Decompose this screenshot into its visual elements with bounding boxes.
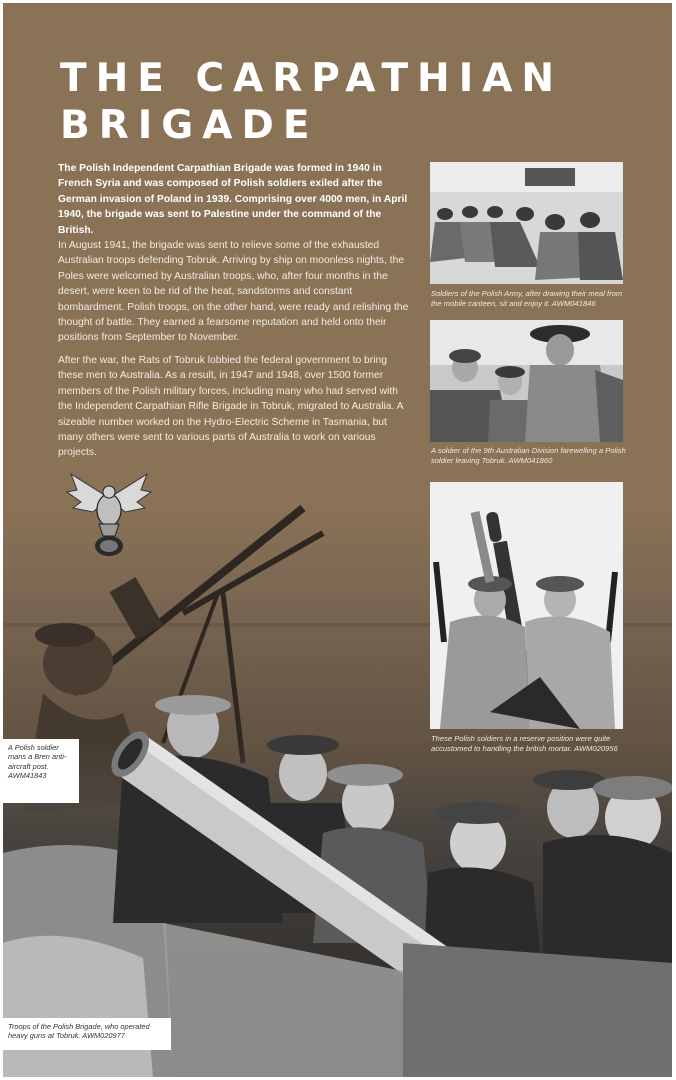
bren-gun-caption: A Polish soldier mans a Bren anti-aircraft post. AWM41843: [3, 739, 79, 803]
canteen-meal-caption: Soldiers of the Polish Army, after drawing their meal from the mobile canteen, sit and enjoy it. AWM041846: [431, 289, 623, 308]
page-title: [60, 55, 563, 149]
farewell-caption: A soldier of the 9th Australian Division farewelling a Polish soldier leaving Tobruk. AWM041860: [431, 446, 626, 465]
title-line-1: THE CARPATHIAN: [60, 56, 564, 101]
mortar-caption: These Polish soldiers in a reserve position were quite accustomed to handling the british mortar. AWM020956: [431, 734, 618, 753]
farewell-photo: [430, 320, 623, 442]
body-paragraph-tobruk: In August 1941, the brigade was sent to relieve some of the exhausted Australian troops defending Tobruk. Arriving by ship on moonless nights, the Poles were welcomed by Australian troops, who, after four months in the desert, were keen to be rid of the heat, sandstorms and constant bombardment. Polish troops, on the other hand, were ready and relishing the thought of battle. They earned a fearsome reputation and held onto their positions from September to November.: [58, 240, 409, 344]
title-line-2: BRIGADE: [60, 103, 319, 148]
exhibit-panel: [3, 3, 672, 1077]
lead-paragraph: The Polish Independent Carpathian Brigade was formed in 1940 in French Syria and was composed of Polish soldiers exiled after the German invasion of Poland in 1939. Comprising over 4000 men, in April 1940, the brigade was sent to Palestine under the command of the British.: [58, 163, 408, 236]
body-paragraph-migration: After the war, the Rats of Tobruk lobbied the federal government to bring these men to Australia. As a result, in 1947 and 1948, over 1500 former members of the Polish military forces, including many who had served with the Independent Carpathian Rifle Brigade in Tobruk, migrated to Australia. A sizeable number worked on the Hydro-Electric Scheme in Tasmania, but many others were sent to various parts of Australia to work on various projects.: [58, 355, 403, 459]
canteen-meal-photo: [430, 162, 623, 284]
polish-eagle-badge-icon: [63, 468, 155, 560]
heavy-guns-caption: Troops of the Polish Brigade, who operated heavy guns at Tobruk. AWM020977: [3, 1018, 171, 1050]
mortar-photo: [430, 482, 623, 729]
